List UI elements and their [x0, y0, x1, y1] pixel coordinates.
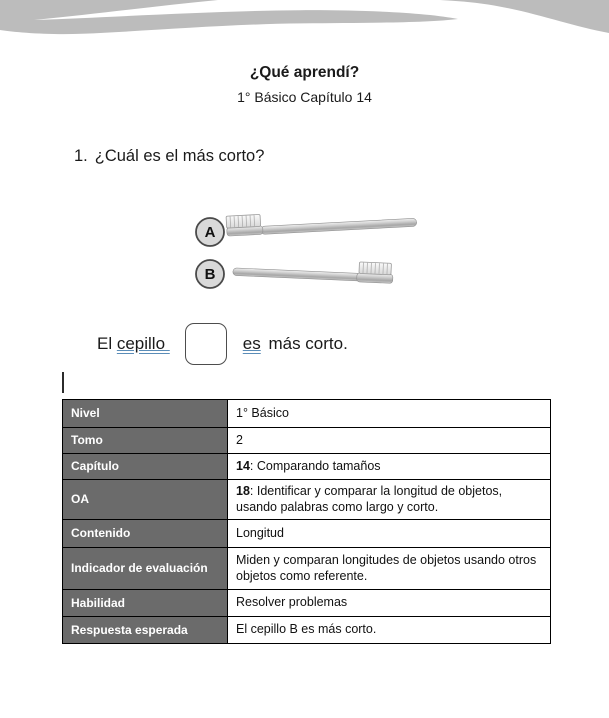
row-value: 18: Identificar y comparar la longitud de objetos, usando palabras como largo y corto. [228, 480, 551, 520]
row-label: Contenido [63, 520, 228, 548]
row-value: 1° Básico [228, 400, 551, 428]
sentence-suffix: más corto. [263, 334, 348, 353]
table-row [63, 617, 551, 644]
row-label: Capítulo [63, 454, 228, 480]
answer-sentence [97, 322, 348, 366]
row-value: 2 [228, 428, 551, 454]
question-text [74, 147, 264, 166]
table-row [63, 454, 551, 480]
option-b-marker [196, 260, 224, 288]
metadata-table [62, 399, 551, 644]
row-label: Nivel [63, 400, 228, 428]
sentence-underlined-word: cepillo [116, 334, 170, 353]
table-row [63, 480, 551, 520]
row-value: Longitud [228, 520, 551, 548]
row-value: Resolver problemas [228, 590, 551, 617]
table-row [63, 520, 551, 548]
page-subtitle: 1° Básico Capítulo 14 [237, 89, 372, 105]
table-row [63, 428, 551, 454]
question-body: ¿Cuál es el más corto? [94, 147, 265, 165]
table-row [63, 400, 551, 428]
toothbrush-b-image [233, 256, 394, 283]
row-label: Indicador de evaluación [63, 548, 228, 590]
question-number: 1. [74, 147, 88, 165]
text-cursor [62, 372, 64, 393]
row-label: Respuesta esperada [63, 617, 228, 644]
row-value: Miden y comparan longitudes de objetos usando otros objetos como referente. [228, 548, 551, 590]
option-a-label: A [204, 224, 216, 241]
answer-box[interactable] [185, 323, 227, 365]
row-label: OA [63, 480, 228, 520]
page-title: ¿Qué aprendí? [249, 64, 360, 81]
option-b-label: B [204, 266, 216, 283]
table-row [63, 548, 551, 590]
toothbrush-a-image [226, 206, 417, 236]
row-label: Habilidad [63, 590, 228, 617]
option-a-marker [196, 218, 224, 246]
table-row [63, 590, 551, 617]
sentence-underlined-verb: es [242, 334, 261, 353]
row-value: El cepillo B es más corto. [228, 617, 551, 644]
row-label: Tomo [63, 428, 228, 454]
toothbrush-figure [185, 204, 425, 304]
header-wave-decoration [0, 0, 609, 46]
row-value: 14: Comparando tamaños [228, 454, 551, 480]
sentence-prefix: El [97, 334, 117, 353]
